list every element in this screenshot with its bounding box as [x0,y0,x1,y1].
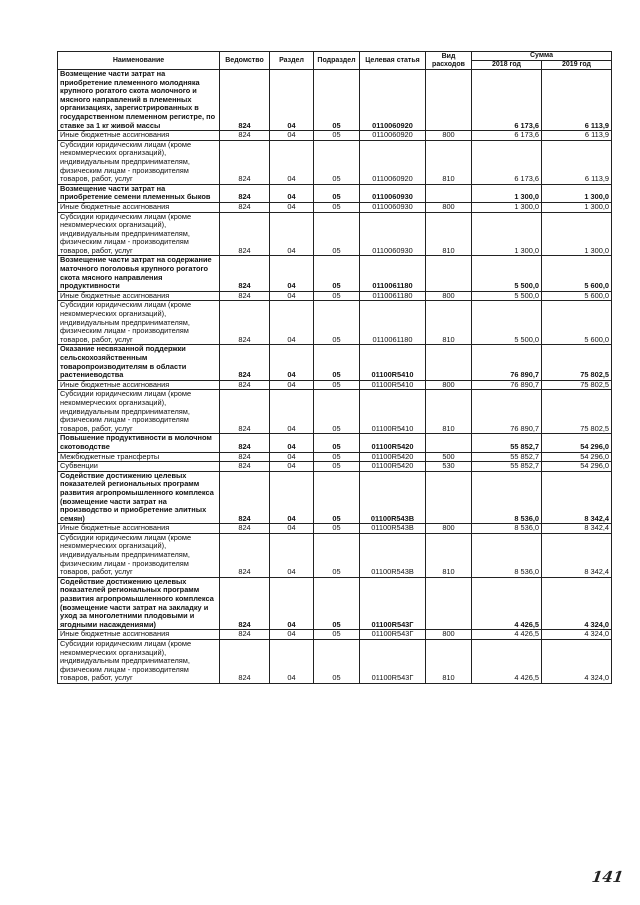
cell-vid: 810 [426,640,472,684]
budget-table [57,51,612,684]
cell-name: Субсидии юридическим лицам (кроме некоммерческих организаций), индивидуальным предпринимателям, физическим лицам - производителям товаров, работ, услуг [58,390,220,434]
cell-name: Субсидии юридическим лицам (кроме некоммерческих организаций), индивидуальным предпринимателям, физическим лицам - производителям товаров, работ, услуг [58,301,220,345]
table-row [58,202,612,212]
cell-vid [426,256,472,291]
cell-podrazdel: 05 [314,202,360,212]
cell-name: Субсидии юридическим лицам (кроме некоммерческих организаций), индивидуальным предпринимателям, физическим лицам - производителям товаров, работ, услуг [58,140,220,184]
table-row [58,140,612,184]
cell-vedomstvo: 824 [220,524,270,534]
cell-podrazdel: 05 [314,140,360,184]
cell-podrazdel: 05 [314,577,360,630]
cell-sum-2018: 1 300,0 [472,212,542,256]
cell-vedomstvo: 824 [220,434,270,452]
cell-vedomstvo: 824 [220,390,270,434]
cell-tselevaya: 0110061180 [360,256,426,291]
cell-vedomstvo: 824 [220,345,270,380]
cell-vedomstvo: 824 [220,131,270,141]
cell-podrazdel: 05 [314,462,360,472]
cell-podrazdel: 05 [314,345,360,380]
cell-sum-2018: 1 300,0 [472,184,542,202]
cell-vedomstvo: 824 [220,140,270,184]
cell-name: Субвенции [58,462,220,472]
cell-tselevaya: 01100R543Г [360,577,426,630]
table-row [58,256,612,291]
col-header-2018: 2018 год [472,61,542,70]
cell-sum-2019: 75 802,5 [542,345,612,380]
cell-razdel: 04 [270,533,314,577]
cell-name: Содействие достижению целевых показателей региональных программ развития агропромышленного комплекса (возмещение части затрат на производство и приобретение элитных семян) [58,471,220,524]
cell-sum-2018: 4 426,5 [472,630,542,640]
col-header-name: Наименование [58,52,220,70]
cell-vedomstvo: 824 [220,202,270,212]
cell-razdel: 04 [270,390,314,434]
table-row [58,533,612,577]
cell-vid: 810 [426,212,472,256]
cell-sum-2018: 1 300,0 [472,202,542,212]
cell-sum-2018: 8 536,0 [472,524,542,534]
cell-razdel: 04 [270,577,314,630]
cell-vid: 800 [426,630,472,640]
cell-tselevaya: 0110060920 [360,140,426,184]
cell-name: Возмещение части затрат на приобретение семени племенных быков [58,184,220,202]
cell-podrazdel: 05 [314,434,360,452]
cell-tselevaya: 0110060930 [360,184,426,202]
cell-podrazdel: 05 [314,212,360,256]
cell-vedomstvo: 824 [220,471,270,524]
col-header-summa: Сумма [472,52,612,61]
cell-vid [426,577,472,630]
cell-razdel: 04 [270,291,314,301]
cell-vedomstvo: 824 [220,533,270,577]
table-row [58,390,612,434]
cell-vid: 800 [426,202,472,212]
cell-name: Субсидии юридическим лицам (кроме некоммерческих организаций), индивидуальным предпринимателям, физическим лицам - производителям товаров, работ, услуг [58,533,220,577]
table-row [58,70,612,131]
table-row [58,301,612,345]
cell-razdel: 04 [270,140,314,184]
table-row [58,434,612,452]
cell-podrazdel: 05 [314,184,360,202]
cell-tselevaya: 01100R5410 [360,380,426,390]
cell-sum-2018: 5 500,0 [472,291,542,301]
cell-tselevaya: 0110060930 [360,202,426,212]
cell-vid: 810 [426,533,472,577]
table-row [58,471,612,524]
table-row [58,131,612,141]
cell-sum-2018: 5 500,0 [472,256,542,291]
cell-podrazdel: 05 [314,452,360,462]
cell-razdel: 04 [270,630,314,640]
cell-sum-2018: 55 852,7 [472,434,542,452]
table-row [58,345,612,380]
cell-tselevaya: 01100R543В [360,524,426,534]
cell-tselevaya: 01100R5420 [360,434,426,452]
cell-vid [426,434,472,452]
cell-razdel: 04 [270,184,314,202]
col-header-2019: 2019 год [542,61,612,70]
cell-tselevaya: 0110060930 [360,212,426,256]
cell-tselevaya: 01100R5420 [360,462,426,472]
col-header-podrazdel: Подраздел [314,52,360,70]
cell-sum-2019: 75 802,5 [542,390,612,434]
cell-sum-2019: 54 296,0 [542,462,612,472]
cell-podrazdel: 05 [314,256,360,291]
cell-sum-2019: 54 296,0 [542,434,612,452]
cell-vedomstvo: 824 [220,640,270,684]
cell-name: Содействие достижению целевых показателей региональных программ развития агропромышленного комплекса (возмещение части затрат на закладку и уход за многолетними плодовыми и ягодными насаждениями) [58,577,220,630]
cell-vid [426,345,472,380]
cell-tselevaya: 0110060920 [360,70,426,131]
table-row [58,577,612,630]
cell-sum-2018: 4 426,5 [472,640,542,684]
cell-sum-2019: 5 600,0 [542,291,612,301]
cell-vedomstvo: 824 [220,462,270,472]
cell-razdel: 04 [270,70,314,131]
cell-razdel: 04 [270,256,314,291]
cell-name: Иные бюджетные ассигнования [58,380,220,390]
cell-tselevaya: 01100R5410 [360,345,426,380]
cell-vedomstvo: 824 [220,70,270,131]
table-row [58,184,612,202]
col-header-vid: Вид расходов [426,52,472,70]
cell-podrazdel: 05 [314,70,360,131]
cell-sum-2018: 76 890,7 [472,345,542,380]
cell-sum-2019: 1 300,0 [542,202,612,212]
cell-sum-2019: 4 324,0 [542,577,612,630]
cell-sum-2019: 75 802,5 [542,380,612,390]
cell-podrazdel: 05 [314,380,360,390]
cell-sum-2018: 6 173,6 [472,140,542,184]
cell-razdel: 04 [270,452,314,462]
cell-sum-2018: 8 536,0 [472,533,542,577]
cell-vedomstvo: 824 [220,291,270,301]
cell-sum-2018: 4 426,5 [472,577,542,630]
cell-name: Иные бюджетные ассигнования [58,291,220,301]
cell-razdel: 04 [270,462,314,472]
cell-sum-2019: 8 342,4 [542,471,612,524]
cell-vid: 810 [426,301,472,345]
cell-vid: 530 [426,462,472,472]
cell-podrazdel: 05 [314,471,360,524]
cell-sum-2019: 6 113,9 [542,131,612,141]
cell-vedomstvo: 824 [220,301,270,345]
table-row [58,462,612,472]
cell-vid: 810 [426,140,472,184]
cell-tselevaya: 01100R543Г [360,630,426,640]
cell-razdel: 04 [270,380,314,390]
cell-tselevaya: 0110060920 [360,131,426,141]
cell-tselevaya: 01100R543В [360,533,426,577]
cell-vid [426,70,472,131]
cell-sum-2019: 8 342,4 [542,533,612,577]
cell-sum-2019: 1 300,0 [542,184,612,202]
cell-sum-2019: 4 324,0 [542,640,612,684]
cell-vid: 500 [426,452,472,462]
cell-razdel: 04 [270,345,314,380]
cell-tselevaya: 01100R5410 [360,390,426,434]
cell-name: Возмещение части затрат на содержание маточного поголовья крупного рогатого скота мясного направления продуктивности [58,256,220,291]
cell-name: Субсидии юридическим лицам (кроме некоммерческих организаций), индивидуальным предпринимателям, физическим лицам - производителям товаров, работ, услуг [58,212,220,256]
cell-name: Иные бюджетные ассигнования [58,131,220,141]
cell-sum-2019: 8 342,4 [542,524,612,534]
cell-podrazdel: 05 [314,630,360,640]
cell-vedomstvo: 824 [220,256,270,291]
cell-tselevaya: 01100R543Г [360,640,426,684]
cell-vid [426,471,472,524]
cell-sum-2019: 4 324,0 [542,630,612,640]
cell-name: Иные бюджетные ассигнования [58,630,220,640]
cell-podrazdel: 05 [314,301,360,345]
cell-name: Субсидии юридическим лицам (кроме некоммерческих организаций), индивидуальным предпринимателям, физическим лицам - производителям товаров, работ, услуг [58,640,220,684]
col-header-vedomstvo: Ведомство [220,52,270,70]
cell-vid: 800 [426,380,472,390]
cell-name: Межбюджетные трансферты [58,452,220,462]
cell-vedomstvo: 824 [220,380,270,390]
cell-vid: 800 [426,131,472,141]
cell-sum-2018: 76 890,7 [472,380,542,390]
cell-tselevaya: 01100R543В [360,471,426,524]
cell-name: Оказание несвязанной поддержки сельскохозяйственным товаропроизводителям в области растениеводства [58,345,220,380]
cell-razdel: 04 [270,202,314,212]
cell-name: Иные бюджетные ассигнования [58,202,220,212]
table-row [58,524,612,534]
cell-tselevaya: 01100R5420 [360,452,426,462]
cell-sum-2018: 5 500,0 [472,301,542,345]
cell-vid: 800 [426,524,472,534]
cell-podrazdel: 05 [314,533,360,577]
page-number: 141 [590,868,625,886]
cell-tselevaya: 0110061180 [360,291,426,301]
cell-sum-2019: 5 600,0 [542,301,612,345]
cell-vid: 800 [426,291,472,301]
cell-sum-2018: 76 890,7 [472,390,542,434]
cell-sum-2018: 8 536,0 [472,471,542,524]
table-row [58,640,612,684]
cell-sum-2019: 1 300,0 [542,212,612,256]
table-row [58,212,612,256]
cell-razdel: 04 [270,434,314,452]
cell-podrazdel: 05 [314,524,360,534]
cell-name: Возмещение части затрат на приобретение племенного молодняка крупного рогатого скота молочного и мясного направлений в племенных организациях, зарегистрированных в государственном племенном регистре, по ставке за 1 кг живой массы [58,70,220,131]
cell-tselevaya: 0110061180 [360,301,426,345]
table-body [58,70,612,684]
cell-razdel: 04 [270,212,314,256]
cell-sum-2019: 5 600,0 [542,256,612,291]
cell-razdel: 04 [270,640,314,684]
cell-podrazdel: 05 [314,390,360,434]
cell-sum-2019: 6 113,9 [542,140,612,184]
cell-vedomstvo: 824 [220,452,270,462]
cell-razdel: 04 [270,131,314,141]
cell-sum-2018: 6 173,6 [472,131,542,141]
cell-name: Иные бюджетные ассигнования [58,524,220,534]
cell-vedomstvo: 824 [220,577,270,630]
cell-vedomstvo: 824 [220,630,270,640]
cell-sum-2019: 6 113,9 [542,70,612,131]
cell-vedomstvo: 824 [220,212,270,256]
cell-vedomstvo: 824 [220,184,270,202]
cell-razdel: 04 [270,471,314,524]
cell-vid [426,184,472,202]
cell-sum-2018: 6 173,6 [472,70,542,131]
cell-podrazdel: 05 [314,291,360,301]
col-header-tselevaya: Целевая статья [360,52,426,70]
cell-razdel: 04 [270,301,314,345]
cell-vid: 810 [426,390,472,434]
cell-podrazdel: 05 [314,640,360,684]
cell-sum-2019: 54 296,0 [542,452,612,462]
cell-podrazdel: 05 [314,131,360,141]
cell-name: Повышение продуктивности в молочном скотоводстве [58,434,220,452]
cell-sum-2018: 55 852,7 [472,452,542,462]
col-header-razdel: Раздел [270,52,314,70]
cell-sum-2018: 55 852,7 [472,462,542,472]
cell-razdel: 04 [270,524,314,534]
